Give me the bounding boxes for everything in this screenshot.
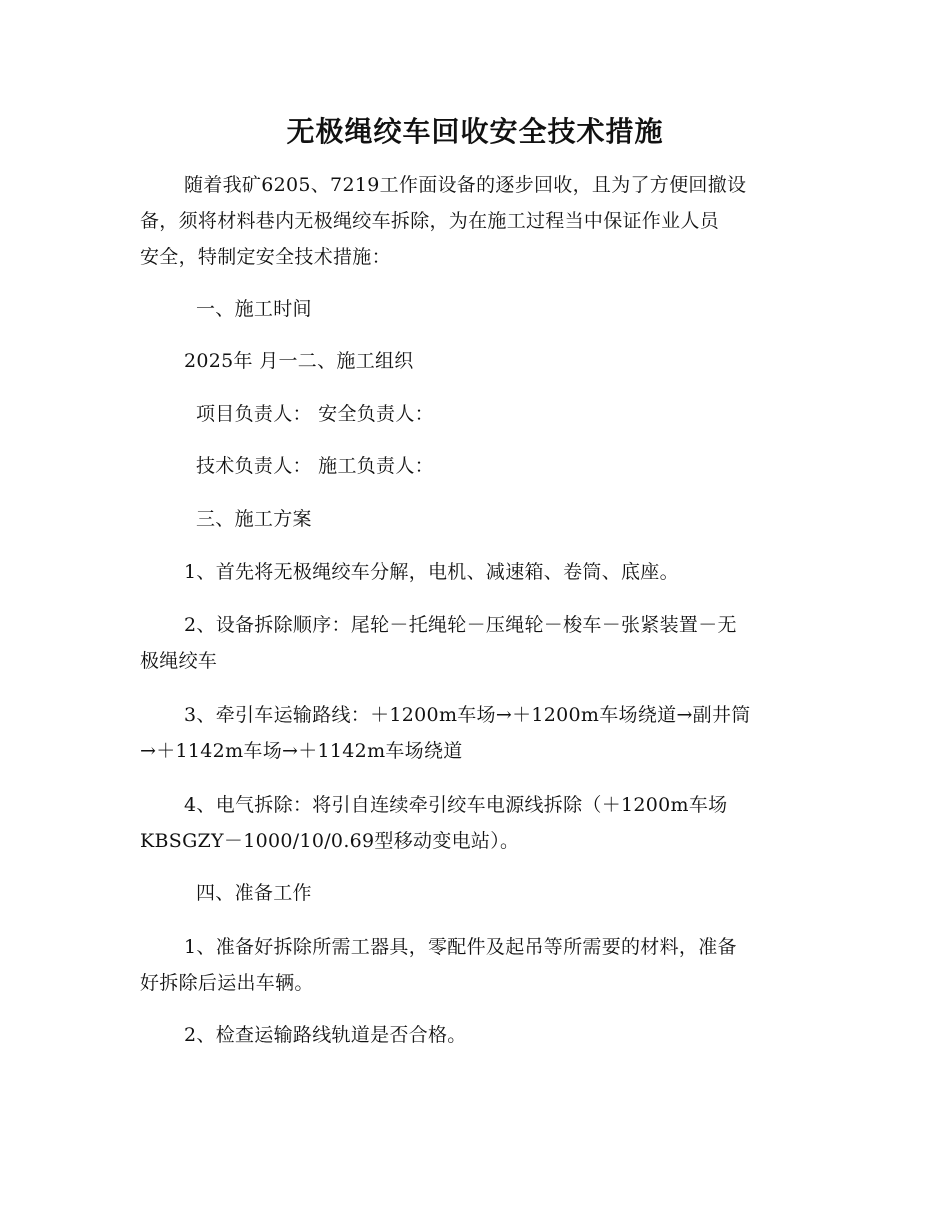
plan-item-4-line-1: 4、电气拆除：将引自连续牵引绞车电源线拆除（＋1200m车场 [184, 794, 728, 816]
staff-row-1: 项目负责人： 安全负责人： [196, 403, 434, 425]
intro-line-2: 备，须将材料巷内无极绳绞车拆除，为在施工过程当中保证作业人员 [140, 210, 720, 232]
plan-item-2-line-1: 2、设备拆除顺序：尾轮－托绳轮－压绳轮－梭车－张紧装置－无 [184, 614, 737, 636]
section-1-heading: 一、施工时间 [196, 298, 312, 320]
document-title: 无极绳绞车回收安全技术措施 [286, 115, 664, 148]
intro-line-3: 安全，特制定安全技术措施： [140, 246, 391, 268]
section-4-heading: 四、准备工作 [196, 882, 312, 904]
section-3-heading: 三、施工方案 [196, 508, 312, 530]
date-line: 2025年 月一二、施工组织 [184, 350, 414, 372]
intro-line-1: 随着我矿6205、7219工作面设备的逐步回收，且为了方便回撤设 [184, 174, 747, 196]
plan-item-3-line-1: 3、牵引车运输路线：＋1200m车场→＋1200m车场绕道→副井筒 [184, 704, 751, 726]
plan-item-2-line-2: 极绳绞车 [140, 650, 218, 672]
prep-item-2: 2、检查运输路线轨道是否合格。 [184, 1024, 467, 1046]
plan-item-1: 1、首先将无极绳绞车分解，电机、减速箱、卷筒、底座。 [184, 561, 679, 583]
prep-item-1-line-1: 1、准备好拆除所需工器具，零配件及起吊等所需要的材料，准备 [184, 936, 737, 958]
plan-item-4-line-2: KBSGZY－1000/10/0.69型移动变电站）。 [140, 830, 520, 852]
prep-item-1-line-2: 好拆除后运出车辆。 [140, 972, 314, 994]
staff-row-2: 技术负责人： 施工负责人： [196, 455, 434, 477]
plan-item-3-line-2: →＋1142m车场→＋1142m车场绕道 [140, 740, 463, 762]
